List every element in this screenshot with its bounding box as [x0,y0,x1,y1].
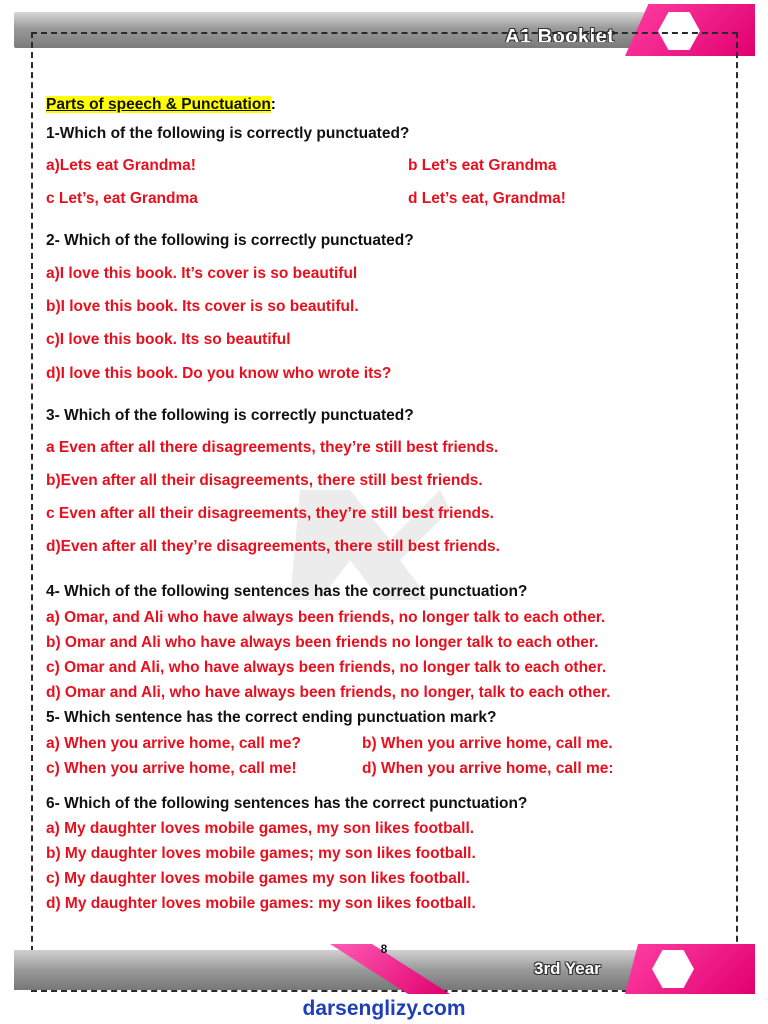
question-2: 2- Which of the following is correctly punctuated? [46,232,414,249]
question-2-option-a: a)I love this book. It’s cover is so beautiful [46,265,358,282]
question-3-option-c: c Even after all their disagreements, they’re still best friends. [46,505,494,522]
question-5-option-b: b) When you arrive home, call me. [362,735,613,752]
question-2-option-b: b)I love this book. Its cover is so beautiful. [46,298,359,315]
question-3: 3- Which of the following is correctly punctuated? [46,407,414,424]
question-4: 4- Which of the following sentences has the correct punctuation? [46,583,528,600]
question-2-option-d: d)I love this book. Do you know who wrote its? [46,365,392,382]
question-6-option-b: b) My daughter loves mobile games; my son likes football. [46,845,476,862]
question-6-option-c: c) My daughter loves mobile games my son likes football. [46,870,470,887]
question-5: 5- Which sentence has the correct ending punctuation mark? [46,709,497,726]
question-3-option-a: a Even after all there disagreements, they’re still best friends. [46,439,499,456]
question-6-option-a: a) My daughter loves mobile games, my son likes football. [46,820,475,837]
website-link[interactable]: darsenglizy.com [302,997,466,1020]
question-5-option-c: c) When you arrive home, call me! [46,760,297,777]
question-5-option-d: d) When you arrive home, call me: [362,760,614,777]
question-6: 6- Which of the following sentences has the correct punctuation? [46,795,528,812]
question-1-option-b: b Let’s eat Grandma [408,157,557,174]
section-colon: : [270,96,276,113]
question-3-option-d: d)Even after all they’re disagreements, there still best friends. [46,538,500,555]
question-1-option-c: c Let’s, eat Grandma [46,190,198,207]
question-1-option-a: a)Lets eat Grandma! [46,157,196,174]
section-title: Parts of speech & Punctuation [46,96,271,113]
question-4-option-d: d) Omar and Ali, who have always been friends, no longer, talk to each other. [46,684,611,701]
question-1: 1-Which of the following is correctly punctuated? [46,125,410,142]
question-3-option-b: b)Even after all their disagreements, there still best friends. [46,472,483,489]
question-1-option-d: d Let’s eat, Grandma! [408,190,566,207]
question-6-option-d: d) My daughter loves mobile games: my son likes football. [46,895,476,912]
page-number: 8 [380,942,388,956]
question-5-option-a: a) When you arrive home, call me? [46,735,301,752]
question-4-option-a: a) Omar, and Ali who have always been friends, no longer talk to each other. [46,609,606,626]
question-2-option-c: c)I love this book. Its so beautiful [46,331,291,348]
footer-year-label: 3rd Year [534,959,601,978]
question-4-option-b: b) Omar and Ali who have always been friends no longer talk to each other. [46,634,599,651]
section-heading [46,95,276,115]
question-4-option-c: c) Omar and Ali, who have always been friends, no longer talk to each other. [46,659,607,676]
booklet-title: A1 Booklet [505,26,615,42]
